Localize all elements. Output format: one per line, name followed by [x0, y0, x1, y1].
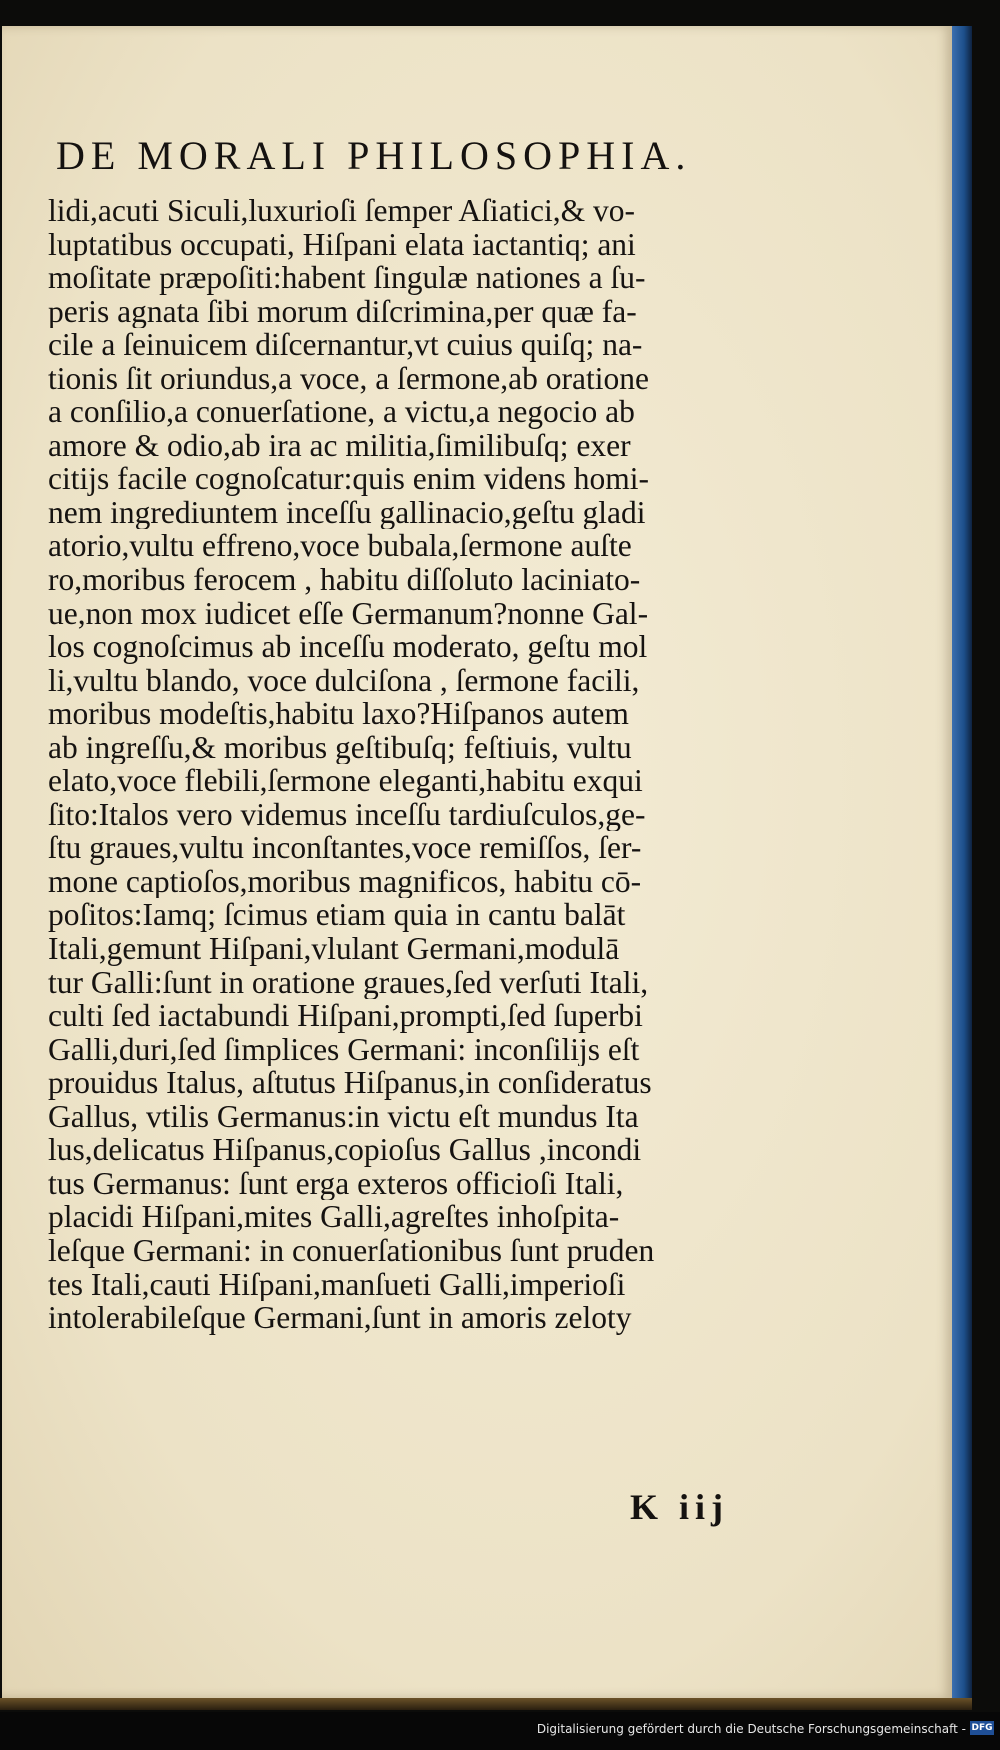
text-line: poſitos:Iamq; ſcimus etiam quia in cantu balāt — [48, 898, 626, 933]
signature-mark: K iij — [630, 1487, 729, 1527]
text-line: amore & odio,ab ira ac militia,ſimilibuſq; exer — [48, 428, 631, 463]
body-text — [48, 194, 828, 1335]
dfg-logo-icon: DFG — [971, 1723, 993, 1733]
text-line: ro,moribus ferocem , habitu diſſoluto laciniato- — [48, 563, 641, 597]
text-line: leſque Germani: in conuerſationibus ſunt pruden — [48, 1233, 655, 1268]
text-line: elato,voce flebili,ſermone eleganti,habitu exqui — [48, 764, 643, 798]
page-edge — [952, 26, 972, 1698]
text-line: ſtu graues,vultu inconſtantes,voce remiſſos, ſer- — [48, 831, 642, 865]
text-line: ab ingreſſu,& moribus geſtibuſq; feſtiuis, vultu — [48, 730, 632, 765]
text-line: Itali,gemunt Hiſpani,vlulant Germani,modulā — [48, 932, 620, 966]
page-bottom-edge — [0, 1698, 972, 1710]
text-line: culti ſed iactabundi Hiſpani,prompti,ſed ſuperbi — [48, 999, 643, 1033]
text-line: Gallus, vtilis Germanus:in victu eſt mundus Ita — [48, 1099, 639, 1134]
text-line: intolerabileſque Germani,ſunt in amoris zeloty — [48, 1301, 632, 1335]
book-page — [2, 26, 952, 1698]
text-line: mone captioſos,moribus magnificos, habitu cō- — [48, 864, 642, 899]
text-line: cile a ſeinuicem diſcernantur,vt cuius quiſq; na- — [48, 328, 643, 362]
text-line: moribus modeſtis,habitu laxo?Hiſpanos autem — [48, 697, 629, 731]
text-line: peris agnata ſibi morum diſcrimina,per quæ fa- — [48, 294, 637, 329]
text-line: tes Itali,cauti Hiſpani,manſueti Galli,imperioſi — [48, 1267, 626, 1302]
text-line: los cognoſcimus ab inceſſu moderato, geſtu mol — [48, 630, 648, 664]
text-line: prouidus Italus, aſtutus Hiſpanus,in conſideratus — [48, 1066, 652, 1100]
footer-credit: Digitalisierung gefördert durch die Deutsche Forschungsgemeinschaft - — [536, 1722, 966, 1736]
text-line: atorio,vultu effreno,voce bubala,ſermone auſte — [48, 529, 632, 564]
footer-bar — [0, 1712, 1000, 1750]
running-head: DE MORALI PHILOSOPHIA. — [56, 133, 692, 178]
text-line: placidi Hiſpani,mites Galli,agreſtes inhoſpita- — [48, 1200, 620, 1234]
text-line: tionis ſit oriundus,a voce, a ſermone,ab oratione — [48, 361, 649, 396]
text-line: a conſilio,a conuerſatione, a victu,a negocio ab — [48, 395, 635, 429]
text-line: lidi,acuti Siculi,luxurioſi ſemper Aſiatici,& vo- — [48, 194, 636, 228]
text-line: lus,delicatus Hiſpanus,copioſus Gallus ,incondi — [48, 1133, 642, 1167]
text-line: luptatibus occupati, Hiſpani elata iactantiq; ani — [48, 227, 636, 262]
text-line: moſitate præpoſiti:habent ſingulæ nationes a ſu- — [48, 261, 646, 295]
text-line: tus Germanus: ſunt erga exteros officioſi Itali, — [48, 1166, 624, 1201]
text-line: li,vultu blando, voce dulciſona , ſermone facili, — [48, 663, 640, 698]
text-line: tur Galli:ſunt in oratione graues,ſed verſuti Itali, — [48, 965, 649, 1000]
text-line: ue,non mox iudicet eſſe Germanum?nonne Gal- — [48, 596, 649, 631]
text-line: nem ingrediuntem inceſſu gallinacio,geſtu gladi — [48, 495, 646, 530]
text-line: Galli,duri,ſed ſimplices Germani: inconſilijs eſt — [48, 1032, 640, 1067]
text-line: ſito:Italos vero videmus inceſſu tardiuſculos,ge- — [48, 797, 646, 832]
text-line: citijs facile cognoſcatur:quis enim videns homi- — [48, 462, 649, 496]
